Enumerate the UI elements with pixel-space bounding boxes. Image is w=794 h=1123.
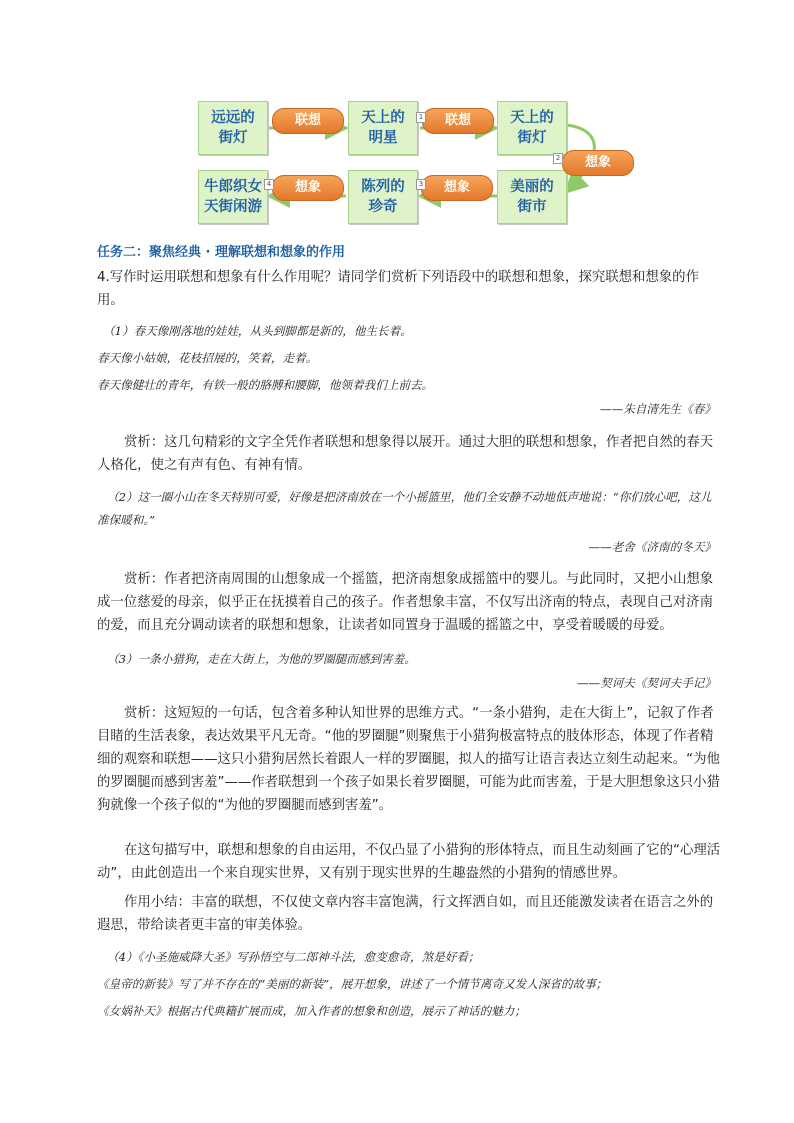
example-1-line-3: 春天像健壮的青年，有铁一般的胳膊和腰脚，他领着我们上前去。	[97, 378, 434, 392]
example-4-line-3: 《女娲补天》根据古代典籍扩展而成，加入作者的想象和创造，展示了神话的魅力；	[97, 1004, 526, 1018]
example-2-source: ——老舍《济南的冬天》	[588, 540, 716, 554]
example-4-line-2: 《皇帝的新装》写了并不存在的“美丽的新装”，展开想象，讲述了一个情节离奇又发人深省的故事；	[97, 977, 608, 991]
association-diagram	[0, 0, 794, 240]
example-2-analysis: 赏析：作者把济南周围的山想象成一个摇篮，把济南想象成摇篮中的婴儿。与此同时，又把小山想象成一位慈爱的母亲，似乎正在抚摸着自己的孩子。作者想象丰富，不仅写出济南的特点，表现自己对济南的爱，而且充分调动读者的联想和想象，让读者如同置身于温暖的摇篮之中，享受着暖暖的母爱。	[97, 572, 714, 633]
example-3-text: （3）一条小猎狗，走在大街上，为他的罗圈腿而感到害羞。	[107, 652, 416, 666]
marker-2: 2	[553, 153, 563, 164]
example-4-line-1: （4）《小圣施威降大圣》写孙悟空与二郎神斗法，愈变愈奇，煞是好看；	[107, 950, 480, 964]
example-1-line-2: 春天像小姑娘，花枝招展的，笑着，走着。	[97, 351, 318, 365]
summary: 作用小结：丰富的联想，不仅使文章内容丰富饱满，行文挥洒自如，而且还能激发读者在语言之外的遐思，带给读者更丰富的审美体验。	[97, 895, 714, 933]
box-cowherd-weaver: 牛郎织女 天街闲游	[198, 170, 268, 224]
arrow-label-association-1: 联想	[272, 108, 344, 134]
box-displayed-treasures: 陈列的 珍奇	[348, 170, 418, 224]
marker-4: 4	[264, 179, 274, 190]
example-3-source: ——契诃夫《契诃夫手记》	[576, 676, 716, 690]
marker-1: 1	[416, 112, 426, 123]
arrow-label-imagination-1: 想象	[562, 150, 634, 176]
arrow-label-association-2: 联想	[422, 108, 494, 134]
box-sky-streetlamp: 天上的 街灯	[497, 101, 567, 155]
arrow-label-imagination-2: 想象	[421, 175, 493, 201]
example-1-source: ——朱自清先生《春》	[600, 402, 716, 416]
example-1-line-1: （1）春天像刚落地的娃娃，从头到脚都是新的，他生长着。	[103, 324, 412, 338]
box-beautiful-street: 美丽的 街市	[497, 170, 567, 224]
example-3-analysis: 赏析：这短短的一句话，包含着多种认知世界的思维方式。“一条小猎狗，走在大街上”，记叙了作者目睹的生活表象，表达效果平凡无奇。“他的罗圈腿”则聚焦于小猎狗极富特点的肢体形态，体现了作者精细的观察和联想——这只小猎狗居然长着跟人一样的罗圈腿，拟人的描写让语言表达立刻生动起来。“为他的罗圈腿而感到害羞”——作者联想到一个孩子如果长着罗圈腿，可能为此而害羞，于是大胆想象这只小猎狗就像一个孩子似的“为他的罗圈腿而感到害羞”。	[97, 706, 720, 813]
example-1-analysis: 赏析：这几句精彩的文字全凭作者联想和想象得以展开。通过大胆的联想和想象，作者把自然的春天人格化，使之有声有色、有神有情。	[97, 435, 714, 473]
example-3-analysis-2: 在这句描写中，联想和想象的自由运用，不仅凸显了小猎狗的形体特点，而且生动刻画了它的“心理活动”，由此创造出一个来自现实世界，又有别于现实世界的生趣盎然的小猎狗的情感世界。	[97, 843, 721, 881]
example-2-text: （2）这一圈小山在冬天特别可爱，好像是把济南放在一个小摇篮里，他们全安静不动地低声地说：“你们放心吧，这儿准保暖和。”	[97, 490, 712, 527]
marker-3: 3	[416, 179, 426, 190]
arrow-label-imagination-3: 想象	[272, 175, 344, 201]
box-stars-in-sky: 天上的 明星	[348, 101, 418, 155]
box-distant-streetlamp: 远远的 街灯	[198, 101, 268, 155]
section-title: 任务二：聚焦经典 · 理解联想和想象的作用	[97, 245, 345, 260]
question-4: 4.写作时运用联想和想象有什么作用呢？请同学们赏析下列语段中的联想和想象，探究联想和想象的作用。	[97, 270, 699, 308]
